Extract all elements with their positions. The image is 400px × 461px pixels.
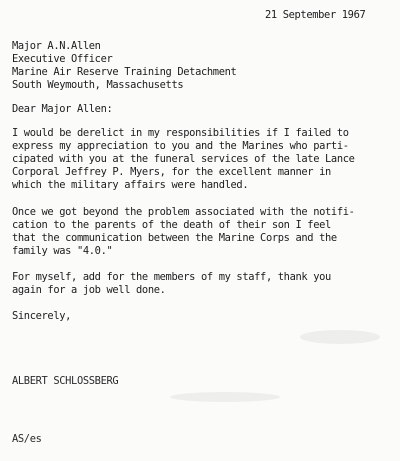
paragraph-2-line: that the communication between the Marine Corps and the: [12, 232, 337, 244]
paper-smudge: [170, 392, 280, 402]
paragraph-1-line: cipated with you at the funeral services of the late Lance: [12, 153, 355, 165]
signature-name: ALBERT SCHLOSSBERG: [12, 375, 119, 387]
paragraph-1-line: express my appreciation to you and the Marines who parti-: [12, 140, 349, 152]
typist-initials: AS/es: [12, 433, 42, 445]
paragraph-2-line: family was "4.0.": [12, 245, 113, 257]
recipient-title: Executive Officer: [12, 53, 113, 65]
closing: Sincerely,: [12, 310, 72, 322]
letter-date: 21 September 1967: [265, 9, 366, 21]
paragraph-2-line: cation to the parents of the death of their son I feel: [12, 219, 331, 231]
recipient-location: South Weymouth, Massachusetts: [12, 79, 184, 91]
paragraph-1-line: I would be derelict in my responsibilities if I failed to: [12, 127, 349, 139]
paragraph-1-line: which the military affairs were handled.: [12, 179, 249, 191]
paragraph-3-line: again for a job well done.: [12, 284, 166, 296]
paper-smudge: [300, 330, 380, 344]
salutation: Dear Major Allen:: [12, 103, 113, 115]
recipient-unit: Marine Air Reserve Training Detachment: [12, 66, 237, 78]
recipient-name: Major A.N.Allen: [12, 40, 101, 52]
paragraph-1-line: Corporal Jeffrey P. Myers, for the excellent manner in: [12, 166, 331, 178]
paragraph-3-line: For myself, add for the members of my staff, thank you: [12, 271, 331, 283]
paragraph-2-line: Once we got beyond the problem associated with the notifi-: [12, 206, 355, 218]
